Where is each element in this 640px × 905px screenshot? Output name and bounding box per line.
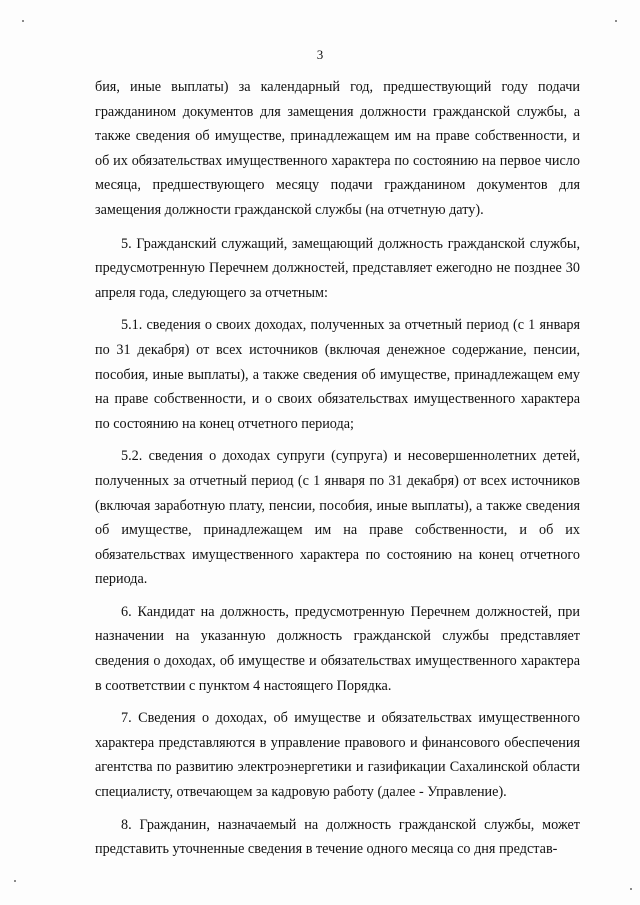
- paragraph-continuation: бия, иные выплаты) за календарный год, предшествующий году подачи гражданином документов для замещения должности гражданской службы, а также сведения об имуществе, принадлежащем им на праве собственности, и об их обязательствах имущественного характера по состоянию на первое число месяца, предшествующего месяцу подачи гражданином документов для замещения должности гражданской службы (на отчетную дату).: [95, 79, 580, 218]
- paragraph-8: 8. Гражданин, назначаемый на должность гражданской службы, может представить уточненные сведения в течение одного месяца со дня представ-: [95, 816, 580, 858]
- document-body: [95, 75, 580, 870]
- paragraph-5-1: 5.1. сведения о своих доходах, полученных за отчетный период (с 1 января по 31 декабря) от всех источников (включая денежное содержание, пенсии, пособия, иные выплаты), а также сведения об имуществе, принадлежащем ему на праве собственности, и о своих обязательствах имущественного характера по состоянию на конец отчетного периода;: [95, 317, 580, 432]
- paragraph-5: 5. Гражданский служащий, замещающий должность гражданской службы, предусмотренную Перечнем должностей, представляет ежегодно не позднее 30 апреля года, следующего за отчетным:: [95, 235, 580, 301]
- paragraph-5-2: 5.2. сведения о доходах супруги (супруга) и несовершеннолетних детей, полученных за отчетный период (с 1 января по 31 декабря) от всех источников (включая заработную плату, пенсии, пособия, иные выплаты), а также сведения об имуществе, принадлежащем им на праве собственности, и об их обязательствах имущественного характера по состоянию на конец отчетного периода.: [95, 448, 580, 588]
- scan-speck: [615, 20, 617, 22]
- paragraph-6: 6. Кандидат на должность, предусмотренную Перечнем должностей, при назначении на указанную должность гражданской службы представляет сведения о доходах, об имуществе и обязательствах имущественного характера в соответствии с пунктом 4 настоящего Порядка.: [95, 603, 580, 694]
- scan-speck: [22, 20, 24, 22]
- scan-speck: [630, 888, 632, 890]
- page-number: 3: [316, 47, 324, 62]
- scan-speck: [14, 880, 16, 882]
- paragraph-7: 7. Сведения о доходах, об имуществе и обязательствах имущественного характера представляются в управление правового и финансового обеспечения агентства по развитию электроэнергетики и газификации Сахалинской области специалисту, отвечающем за кадровую работу (далее - Управление).: [95, 710, 580, 801]
